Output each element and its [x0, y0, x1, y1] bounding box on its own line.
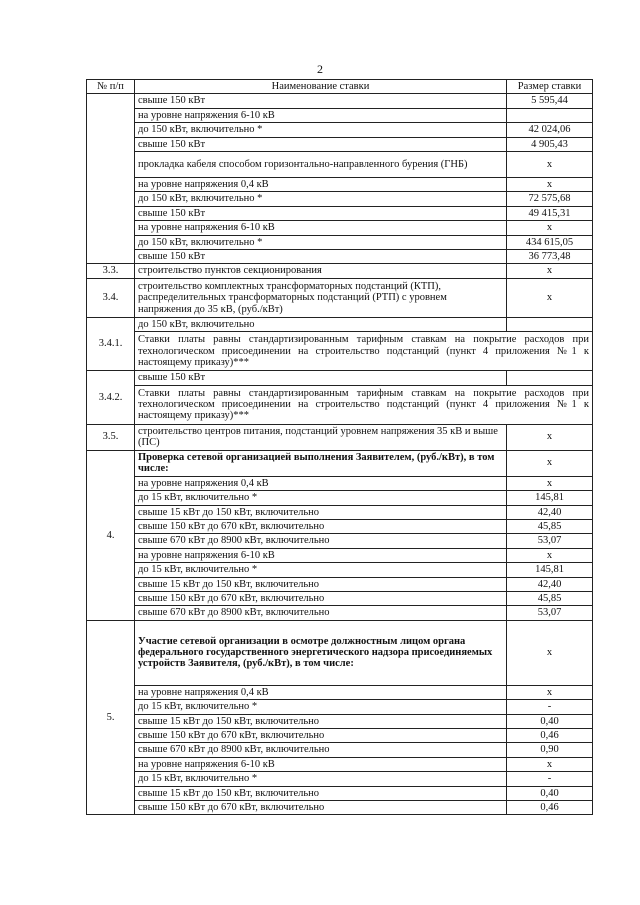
table-row — [87, 757, 593, 771]
row-name: до 150 кВт, включительно * — [135, 123, 507, 137]
row-name: строительство комплектных трансформаторных подстанций (КТП), распределительных трансформаторных подстанций (РТП) с уровнем напряжения до 35 кВ, (руб./кВт) — [135, 278, 507, 317]
row-name: строительство пунктов секционирования — [135, 264, 507, 278]
row-value: - — [507, 700, 593, 714]
row-name: свыше 150 кВт до 670 кВт, включительно — [135, 801, 507, 815]
table-row — [87, 685, 593, 699]
row-value: 45,85 — [507, 519, 593, 533]
table-row — [87, 801, 593, 815]
row-value: 36 773,48 — [507, 250, 593, 264]
row-value — [507, 317, 593, 331]
row-name: на уровне напряжения 0,4 кВ — [135, 476, 507, 490]
row-num — [87, 94, 135, 264]
row-name: Проверка сетевой организацией выполнения Заявителем, (руб./кВт), в том числе: — [135, 450, 507, 476]
table-row — [87, 235, 593, 249]
table-row — [87, 743, 593, 757]
row-value: х — [507, 620, 593, 685]
table-row — [87, 264, 593, 278]
row-name: свыше 670 кВт до 8900 кВт, включительно — [135, 606, 507, 620]
table-row — [87, 94, 593, 108]
row-name: на уровне напряжения 6-10 кВ — [135, 221, 507, 235]
row-value: 42 024,06 — [507, 123, 593, 137]
table-row — [87, 152, 593, 178]
header-num: № п/п — [87, 80, 135, 94]
table-row — [87, 519, 593, 533]
table-row — [87, 278, 593, 317]
table-row — [87, 728, 593, 742]
row-name: Участие сетевой организации в осмотре должностным лицом органа федерального государственного энергетического надзора присоединяемых устройств Заявителя, (руб./кВт), в том числе: — [135, 620, 507, 685]
row-value: 0,40 — [507, 786, 593, 800]
row-num: 3.4.1. — [87, 317, 135, 370]
row-num: 3.4.2. — [87, 371, 135, 424]
row-value: 0,46 — [507, 801, 593, 815]
table-row — [87, 137, 593, 151]
row-value: х — [507, 757, 593, 771]
row-name: до 15 кВт, включительно * — [135, 563, 507, 577]
row-name: до 15 кВт, включительно * — [135, 700, 507, 714]
table-row — [87, 178, 593, 192]
row-value: х — [507, 278, 593, 317]
table-row — [87, 786, 593, 800]
row-name: на уровне напряжения 0,4 кВ — [135, 178, 507, 192]
row-value: х — [507, 548, 593, 562]
row-value: 49 415,31 — [507, 206, 593, 220]
row-value — [507, 371, 593, 385]
table-row — [87, 534, 593, 548]
table-row — [87, 476, 593, 490]
table-row — [87, 250, 593, 264]
table-row — [87, 491, 593, 505]
row-name: до 15 кВт, включительно * — [135, 491, 507, 505]
table-row — [87, 385, 593, 424]
table-row — [87, 332, 593, 371]
table-row — [87, 317, 593, 331]
table-row — [87, 772, 593, 786]
row-name: прокладка кабеля способом горизонтально-направленного бурения (ГНБ) — [135, 152, 507, 178]
row-name: на уровне напряжения 6-10 кВ — [135, 108, 507, 122]
row-name: до 150 кВт, включительно — [135, 317, 507, 331]
table-row — [87, 206, 593, 220]
row-name: свыше 150 кВт до 670 кВт, включительно — [135, 591, 507, 605]
table-row — [87, 192, 593, 206]
row-value — [507, 108, 593, 122]
row-name: строительство центров питания, подстанций уровнем напряжения 35 кВ и выше (ПС) — [135, 424, 507, 450]
row-name: свыше 150 кВт — [135, 371, 507, 385]
row-value: 5 595,44 — [507, 94, 593, 108]
row-value: х — [507, 264, 593, 278]
row-value: х — [507, 152, 593, 178]
row-name: свыше 15 кВт до 150 кВт, включительно — [135, 786, 507, 800]
table-header-row — [87, 80, 593, 94]
row-name: Ставки платы равны стандартизированным тарифным ставкам на покрытие расходов при технологическом присоединении на строительство подстанций (пункт 4 приложения №1 к настоящему приказу)*** — [135, 385, 593, 424]
table-row — [87, 221, 593, 235]
row-value: х — [507, 450, 593, 476]
row-num: 3.3. — [87, 264, 135, 278]
row-value: 53,07 — [507, 534, 593, 548]
row-name: свыше 670 кВт до 8900 кВт, включительно — [135, 534, 507, 548]
row-value: 45,85 — [507, 591, 593, 605]
row-value: 0,40 — [507, 714, 593, 728]
table-row — [87, 714, 593, 728]
table-row — [87, 505, 593, 519]
table-row — [87, 700, 593, 714]
row-name: свыше 150 кВт — [135, 94, 507, 108]
row-name: свыше 150 кВт — [135, 206, 507, 220]
row-num: 3.4. — [87, 278, 135, 317]
row-name: свыше 150 кВт до 670 кВт, включительно — [135, 728, 507, 742]
row-value: 4 905,43 — [507, 137, 593, 151]
row-value: х — [507, 476, 593, 490]
row-name: свыше 150 кВт — [135, 137, 507, 151]
table-row — [87, 620, 593, 685]
table-row — [87, 577, 593, 591]
row-num: 5. — [87, 620, 135, 815]
row-name: свыше 15 кВт до 150 кВт, включительно — [135, 505, 507, 519]
row-value: 434 615,05 — [507, 235, 593, 249]
header-name: Наименование ставки — [135, 80, 507, 94]
row-value: 53,07 — [507, 606, 593, 620]
row-value: 42,40 — [507, 577, 593, 591]
row-name: до 150 кВт, включительно * — [135, 235, 507, 249]
row-name: свыше 15 кВт до 150 кВт, включительно — [135, 714, 507, 728]
table-row — [87, 450, 593, 476]
row-num: 4. — [87, 450, 135, 620]
row-value: 72 575,68 — [507, 192, 593, 206]
page-number: 2 — [317, 62, 323, 76]
row-value: - — [507, 772, 593, 786]
table-row — [87, 123, 593, 137]
row-name: свыше 670 кВт до 8900 кВт, включительно — [135, 743, 507, 757]
row-name: свыше 15 кВт до 150 кВт, включительно — [135, 577, 507, 591]
table-row — [87, 606, 593, 620]
row-name: свыше 150 кВт — [135, 250, 507, 264]
row-value: х — [507, 424, 593, 450]
row-value: х — [507, 221, 593, 235]
table-row — [87, 108, 593, 122]
rates-table — [86, 79, 593, 815]
row-name: до 15 кВт, включительно * — [135, 772, 507, 786]
table-row — [87, 371, 593, 385]
table-row — [87, 424, 593, 450]
header-value: Размер ставки — [507, 80, 593, 94]
row-value: 0,46 — [507, 728, 593, 742]
row-name: на уровне напряжения 0,4 кВ — [135, 685, 507, 699]
row-value: х — [507, 685, 593, 699]
table-row — [87, 548, 593, 562]
row-value: 145,81 — [507, 563, 593, 577]
row-name: Ставки платы равны стандартизированным тарифным ставкам на покрытие расходов при технологическом присоединении на строительство подстанций (пункт 4 приложения №1 к настоящему приказу)*** — [135, 332, 593, 371]
table-row — [87, 591, 593, 605]
table-row — [87, 563, 593, 577]
row-name: на уровне напряжения 6-10 кВ — [135, 757, 507, 771]
row-name: на уровне напряжения 6-10 кВ — [135, 548, 507, 562]
row-num: 3.5. — [87, 424, 135, 450]
row-value: 42,40 — [507, 505, 593, 519]
row-value: х — [507, 178, 593, 192]
row-value: 0,90 — [507, 743, 593, 757]
row-name: до 150 кВт, включительно * — [135, 192, 507, 206]
row-name: свыше 150 кВт до 670 кВт, включительно — [135, 519, 507, 533]
row-value: 145,81 — [507, 491, 593, 505]
